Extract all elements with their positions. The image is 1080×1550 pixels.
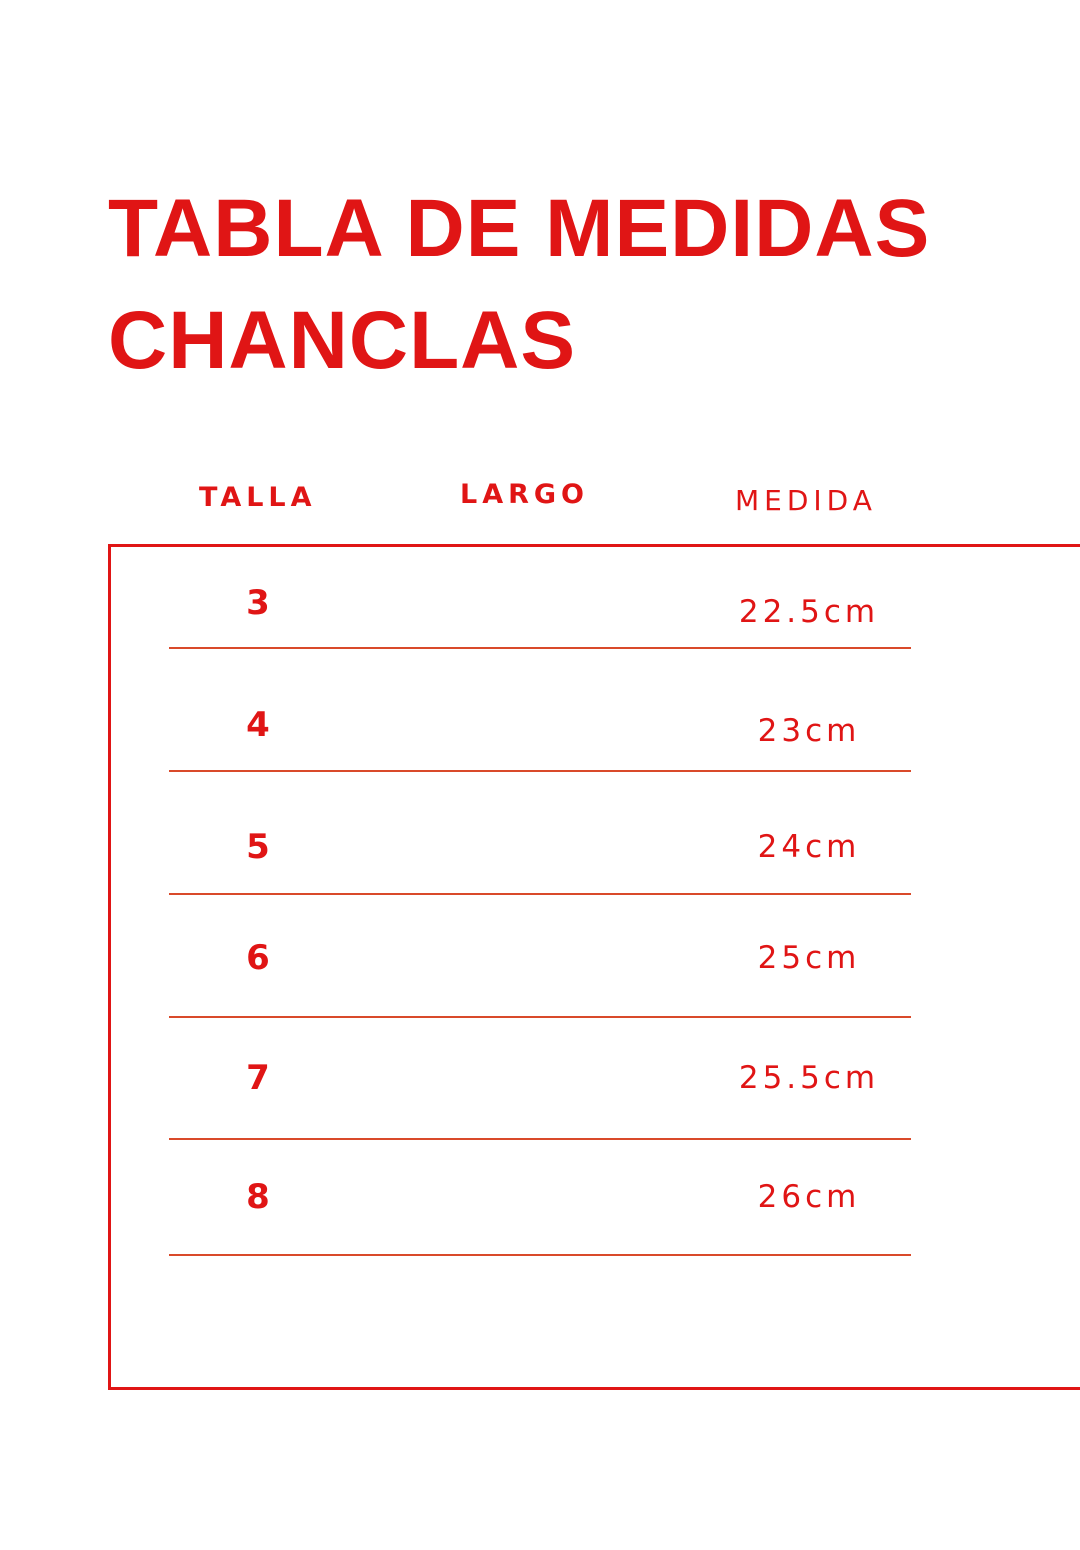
row-measure-value: 22.5cm — [738, 594, 880, 630]
row-divider — [169, 1254, 911, 1256]
row-size-value: 5 — [246, 827, 270, 867]
column-header-length: LARGO — [460, 479, 590, 510]
page-title-line-1: TABLA DE MEDIDAS — [108, 183, 931, 274]
row-divider — [169, 1016, 911, 1018]
row-measure-value: 25.5cm — [738, 1060, 880, 1096]
row-divider — [169, 893, 911, 895]
row-divider — [169, 1138, 911, 1140]
row-size-value: 3 — [246, 583, 270, 623]
row-size-value: 8 — [246, 1177, 270, 1217]
row-measure-value: 25cm — [757, 940, 861, 976]
column-header-size: TALLA — [199, 482, 317, 513]
row-measure-value: 26cm — [757, 1179, 861, 1215]
page-title-line-2: CHANCLAS — [108, 295, 577, 386]
row-size-value: 7 — [246, 1058, 270, 1098]
row-size-value: 4 — [246, 705, 270, 745]
row-size-value: 6 — [246, 938, 270, 978]
row-measure-value: 23cm — [757, 713, 861, 749]
row-divider — [169, 770, 911, 772]
row-divider — [169, 647, 911, 649]
column-header-measure: MEDIDA — [735, 484, 877, 517]
row-measure-value: 24cm — [757, 829, 861, 865]
